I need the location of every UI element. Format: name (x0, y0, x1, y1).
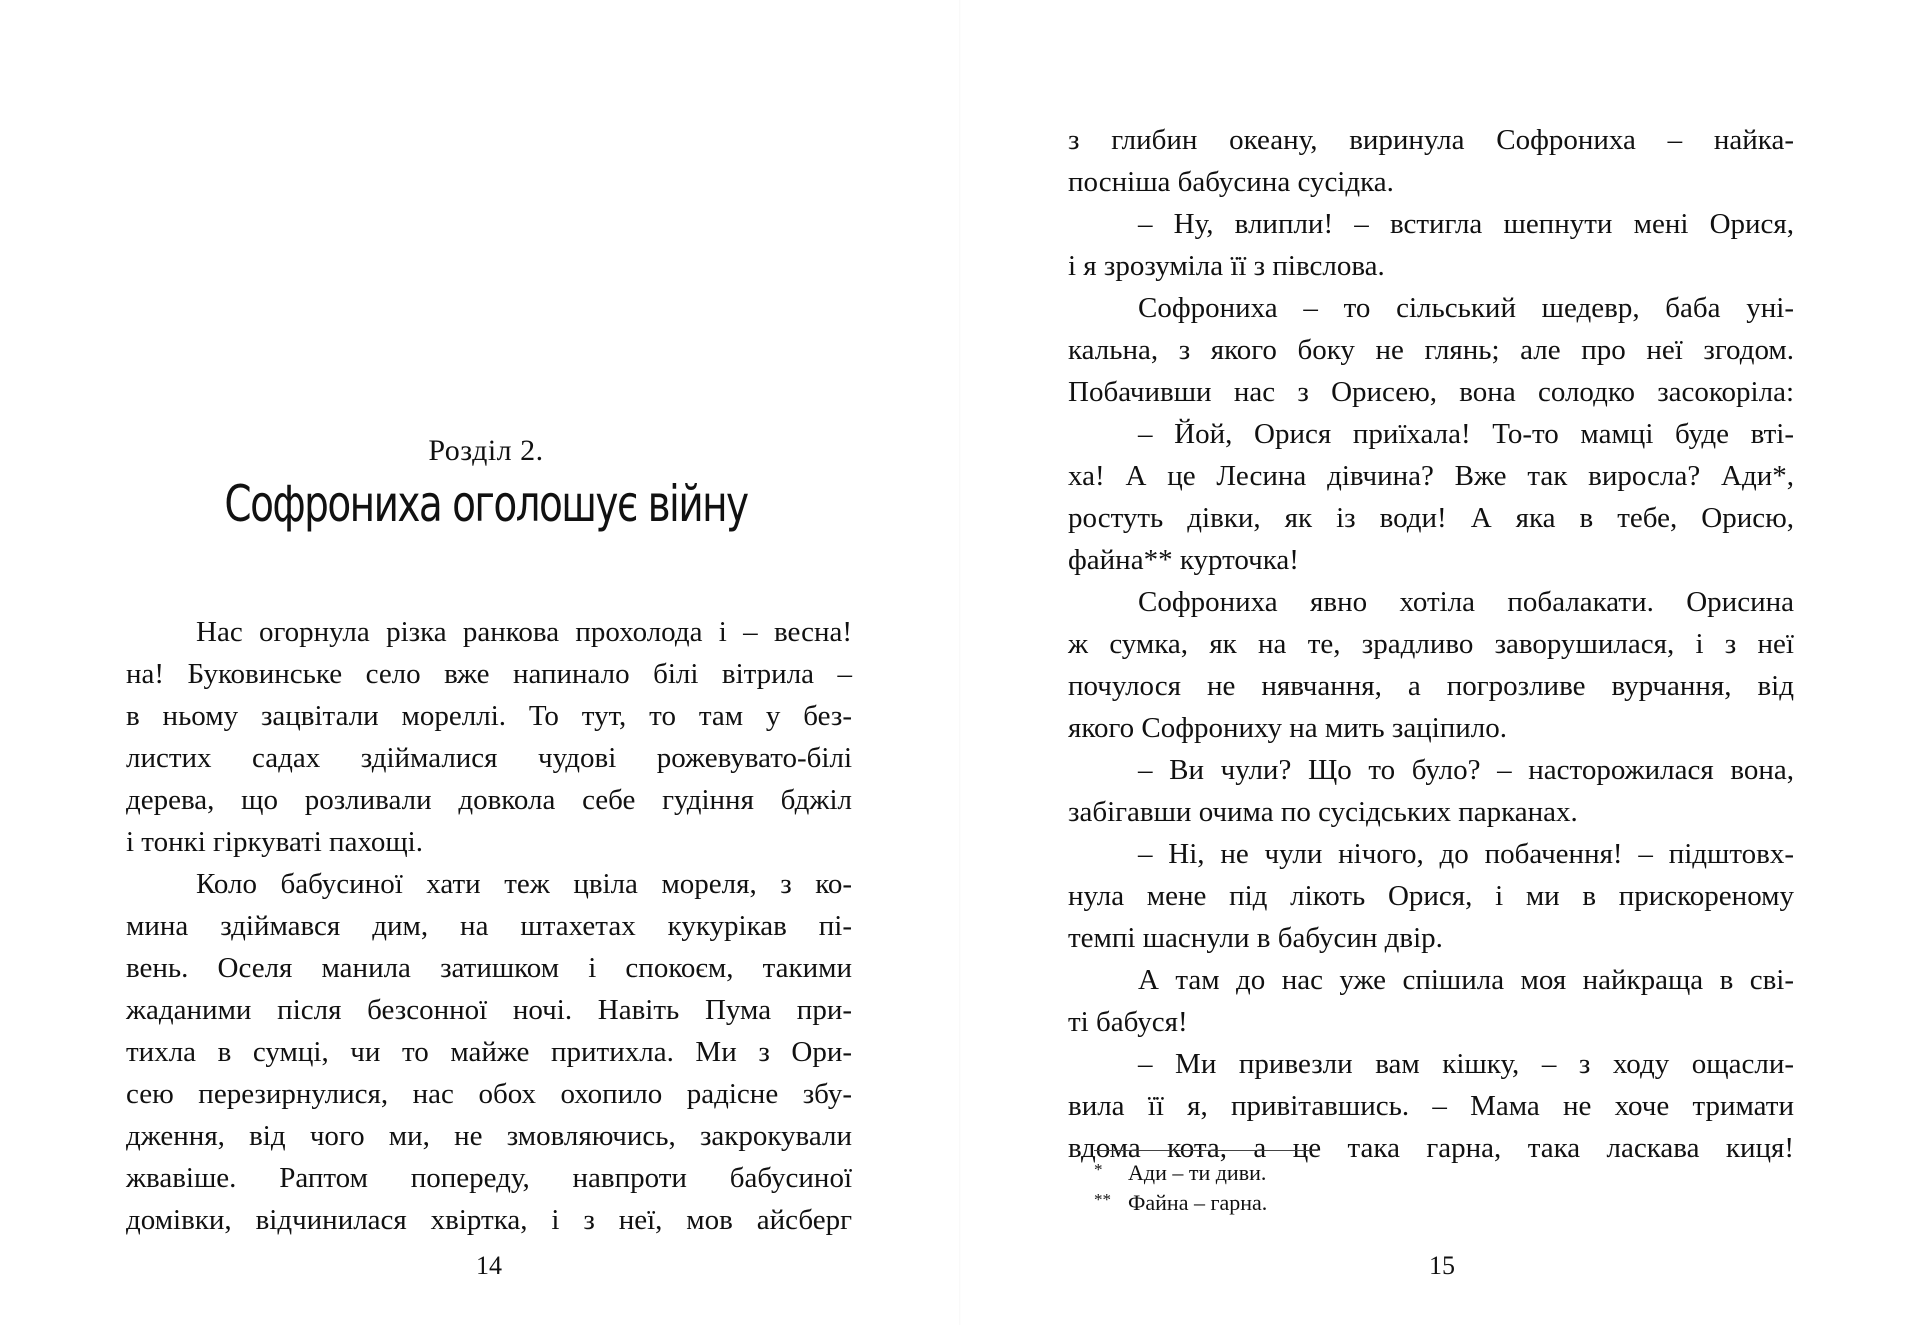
text-line: А там до нас уже спішила моя найкраща в сві- (1138, 964, 1794, 996)
right-page (960, 0, 1920, 1325)
text-line: і тонкі гіркуваті пахощі. (126, 826, 423, 858)
footnote-text: Файна – гарна. (1128, 1190, 1268, 1215)
text-line: жаданими після безсонної ночі. Навіть Пума при- (126, 994, 852, 1026)
text-line: ж сумка, як на те, зрадливо заворушилася, і з неї (1068, 628, 1794, 660)
text-line: тихла в сумці, чи то майже притихла. Ми з Ори- (126, 1036, 852, 1068)
text-line: – Ми привезли вам кішку, – з ходу ощасли- (1138, 1048, 1794, 1080)
text-line: почулося не нявчання, а погрозливе вурчання, від (1068, 670, 1794, 702)
text-line: листих садах здіймалися чудові рожевувато-білі (126, 742, 852, 774)
chapter-title: Софрониха оголошує війну (224, 475, 748, 533)
text-line: вень. Оселя манила затишком і спокоєм, такими (126, 952, 852, 984)
text-line: вдома кота, а це така гарна, така ласкава киця! (1068, 1132, 1794, 1164)
text-line: Коло бабусиної хати теж цвіла мореля, з ко- (196, 868, 852, 900)
text-line: посніша бабусина сусідка. (1068, 166, 1394, 198)
text-line: ті бабуся! (1068, 1006, 1188, 1038)
text-line: – Йой, Орися приїхала! То-то мамці буде вті- (1138, 418, 1794, 450)
text-line: домівки, відчинилася хвіртка, і з неї, мов айсберг (126, 1204, 852, 1236)
text-line: мина здіймався дим, на штахетах кукурікав пі- (126, 910, 852, 942)
text-line: якого Софрониху на мить заціпило. (1068, 712, 1508, 744)
chapter-label: Розділ 2. (428, 434, 544, 467)
footnote-mark: * (1094, 1160, 1103, 1179)
text-line: Софрониха явно хотіла побалакати. Орисина (1138, 586, 1794, 618)
text-line: на! Буковинське село вже напинало білі вітрила – (126, 658, 852, 690)
right-body-text (1068, 119, 1794, 1169)
text-line: в ньому зацвітали мореллі. То тут, то там у без- (126, 700, 852, 732)
text-line: ростуть дівки, як із води! А яка в тебе, Орисю, (1068, 502, 1794, 534)
footnotes (1094, 1158, 1267, 1218)
text-line: темпі шаснули в бабусин двір. (1068, 922, 1443, 954)
text-line: і я зрозуміла її з півслова. (1068, 250, 1385, 282)
text-line: Побачивши нас з Орисею, вона солодко засокоріла: (1068, 376, 1794, 408)
footnote-rule (1094, 1150, 1318, 1151)
text-line: Нас огорнула різка ранкова прохолода і – весна! (196, 616, 852, 648)
text-line: дження, від чого ми, не змовляючись, закрокували (126, 1120, 852, 1152)
text-line: – Ну, влипли! – встигла шепнути мені Орися, (1138, 208, 1794, 240)
left-body-text (126, 611, 852, 1241)
text-line: кальна, з якого боку не глянь; але про неї згодом. (1068, 334, 1794, 366)
footnote (1094, 1188, 1267, 1218)
footnote-mark: ** (1094, 1190, 1111, 1209)
footnote (1094, 1158, 1267, 1188)
text-line: жвавіше. Раптом попереду, навпроти бабусиної (126, 1162, 852, 1194)
text-line: з глибин океану, виринула Софрониха – найка- (1068, 124, 1794, 156)
text-line: файна** курточка! (1068, 544, 1299, 576)
text-line: забігавши очима по сусідських парканах. (1068, 796, 1578, 828)
text-line: вила її я, привітавшись. – Мама не хоче тримати (1068, 1090, 1794, 1122)
text-line: сею перезирнулися, нас обох охопило радісне збу- (126, 1078, 852, 1110)
text-line: – Ви чули? Що то було? – насторожилася вона, (1138, 754, 1794, 786)
page-number: 15 (1429, 1251, 1455, 1280)
page-number: 14 (476, 1251, 502, 1280)
footnote-text: Ади – ти диви. (1128, 1160, 1267, 1185)
text-line: ха! А це Лесина дівчина? Вже так виросла? Ади*, (1068, 460, 1794, 492)
text-line: Софрониха – то сільський шедевр, баба уні- (1138, 292, 1794, 324)
text-line: нула мене під лікоть Орися, і ми в прискореному (1068, 880, 1794, 912)
text-line: дерева, що розливали довкола себе гудіння бджіл (126, 784, 852, 816)
text-line: – Ні, не чули нічого, до побачення! – підштовх- (1138, 838, 1794, 870)
